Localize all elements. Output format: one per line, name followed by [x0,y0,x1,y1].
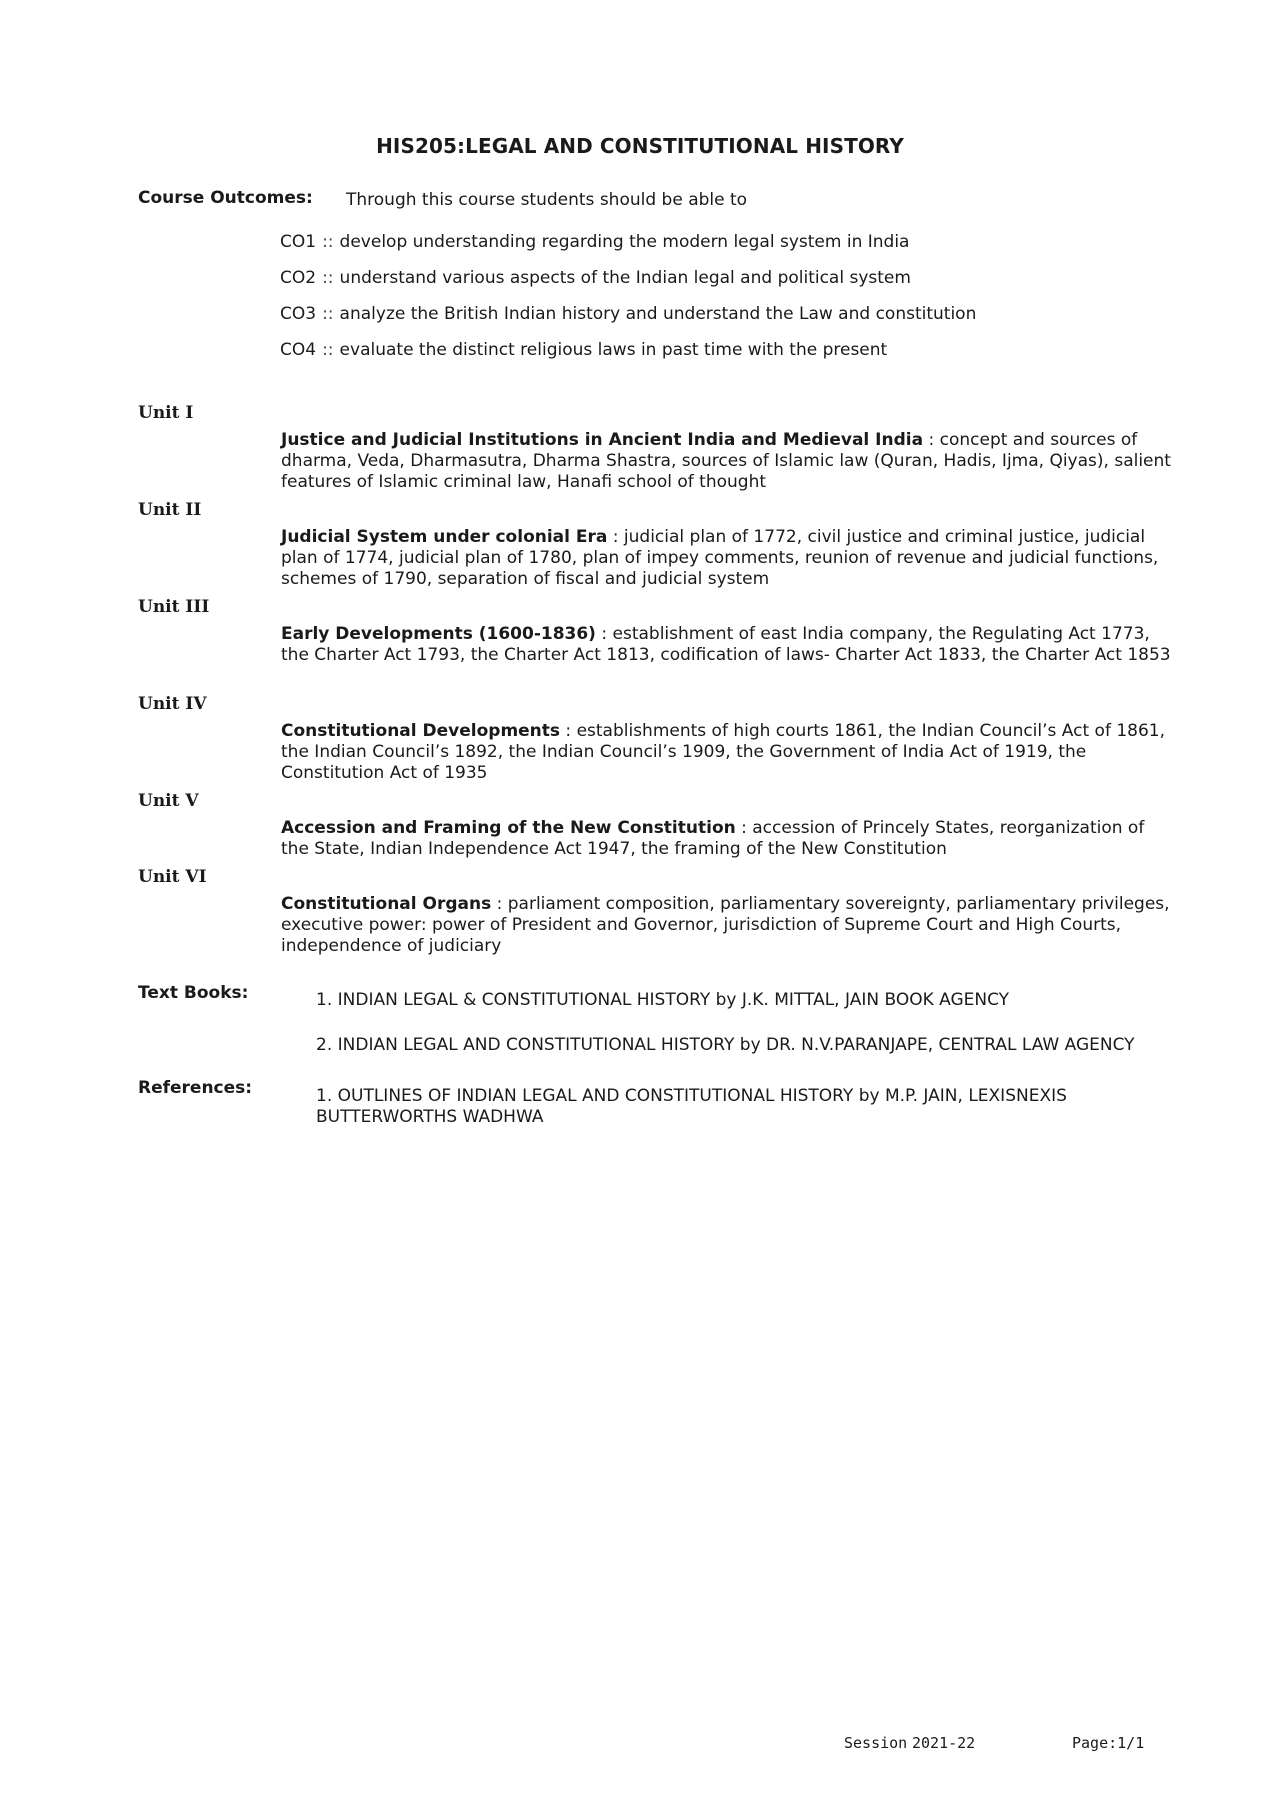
unit-1-topic: Justice and Judicial Institutions in Ancient India and Medieval India [281,430,924,450]
unit-2-label: Unit II [138,500,202,520]
unit-4-topic: Constitutional Developments [281,721,561,741]
reference-item: 1. OUTLINES OF INDIAN LEGAL AND CONSTITUTIONAL HISTORY by M.P. JAIN, LEXISNEXIS BUTTERWORTHS WADHWA [316,1086,1067,1127]
unit-5-topic: Accession and Framing of the New Constitution [281,818,736,838]
course-title: HIS205:LEGAL AND CONSTITUTIONAL HISTORY [376,134,904,158]
session-label: Session [844,1734,908,1752]
course-outcome-code: CO1 [280,232,317,252]
unit-3-label: Unit III [138,597,210,617]
course-outcome-separator: :: [322,304,334,324]
unit-3-content [281,624,1171,666]
unit-3-description: : establishment of east India company, the Regulating Act 1773, the Charter Act 1793, the Charter Act 1813, codification of laws- Charter Act 1833, the Charter Act 1853 [281,624,1171,665]
page-number: Page:1/1 [1072,1734,1145,1752]
unit-2-description: : judicial plan of 1772, civil justice and criminal justice, judicial plan of 1774, judicial plan of 1780, plan of impey comments, reunion of revenue and judicial functions, schemes of 1790, separation of fiscal and judicial system [281,527,1159,589]
text-book-item: 2. INDIAN LEGAL AND CONSTITUTIONAL HISTORY by DR. N.V.PARANJAPE, CENTRAL LAW AGENCY [316,1035,1135,1055]
unit-6-description: : parliament composition, parliamentary sovereignty, parliamentary privileges, executive power: power of President and Governor, jurisdiction of Supreme Court and High Courts, independence of judiciary [281,894,1170,956]
unit-5-description: : accession of Princely States, reorganization of the State, Indian Independence Act 1947, the framing of the New Constitution [281,818,1145,859]
unit-1-description: : concept and sources of dharma, Veda, Dharmasutra, Dharma Shastra, sources of Islamic law (Quran, Hadis, Ijma, Qiyas), salient features of Islamic criminal law, Hanafi school of thought [281,430,1171,492]
course-outcome-code: CO4 [280,340,317,360]
unit-2-topic: Judicial System under colonial Era [281,527,608,547]
course-outcome-code: CO3 [280,304,317,324]
course-outcome-text: analyze the British Indian history and understand the Law and constitution [339,304,977,324]
unit-6-topic: Constitutional Organs [281,894,492,914]
unit-5-label: Unit V [138,791,199,811]
course-outcome-item [280,340,1220,376]
course-outcomes-intro: Through this course students should be able to [346,190,748,210]
unit-5-content [281,818,1171,860]
unit-6-label: Unit VI [138,867,207,887]
session-value: 2021-22 [912,1734,976,1752]
course-outcome-item [280,304,1220,340]
unit-6-content [281,894,1171,957]
text-books-label: Text Books: [138,983,249,1003]
course-outcome-code: CO2 [280,268,317,288]
unit-3-topic: Early Developments (1600-1836) [281,624,596,644]
course-outcome-text: develop understanding regarding the modern legal system in India [339,232,910,252]
course-outcome-item [280,268,1220,304]
course-outcomes-list [280,232,1220,376]
unit-4-label: Unit IV [138,694,207,714]
course-outcome-item [280,232,1220,268]
unit-4-description: : establishments of high courts 1861, the Indian Council’s Act of 1861, the Indian Council’s 1892, the Indian Council’s 1909, the Government of India Act of 1919, the Constitution Act of 1935 [281,721,1166,783]
unit-1-label: Unit I [138,403,194,423]
course-outcomes-label: Course Outcomes: [138,188,313,208]
course-outcome-text: evaluate the distinct religious laws in past time with the present [339,340,888,360]
course-outcome-separator: :: [322,232,334,252]
unit-2-content [281,527,1171,590]
unit-4-content [281,721,1171,784]
course-outcome-separator: :: [322,268,334,288]
course-outcome-text: understand various aspects of the Indian legal and political system [339,268,911,288]
course-outcome-separator: :: [322,340,334,360]
unit-1-content [281,430,1171,493]
text-book-item: 1. INDIAN LEGAL & CONSTITUTIONAL HISTORY by J.K. MITTAL, JAIN BOOK AGENCY [316,990,1010,1010]
references-label: References: [138,1078,253,1098]
